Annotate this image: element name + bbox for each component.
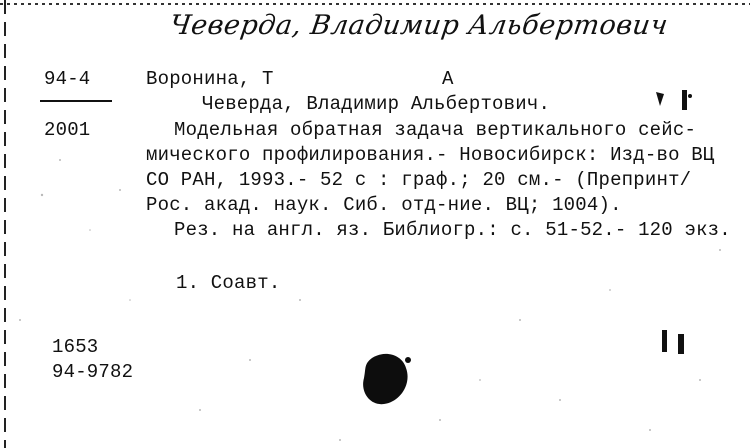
- catalog-code-year: 2001: [44, 119, 91, 141]
- title-line-2: мического профилирования.- Новосибирск: Изд-во ВЦ: [146, 144, 715, 166]
- ink-marks-right: [656, 326, 696, 356]
- ink-blot: [358, 350, 418, 410]
- title-line-1: Модельная обратная задача вертикального сейс-: [174, 119, 697, 141]
- code-underline: [40, 100, 112, 102]
- letter-marker: А: [442, 68, 454, 90]
- handwritten-author-name: Чеверда, Владимир Альбертович: [167, 10, 670, 41]
- ink-marks-top: [650, 86, 700, 112]
- notes-line: Рез. на англ. яз. Библиогр.: с. 51-52.- 120 экз.: [174, 219, 731, 241]
- title-line-4: Рос. акад. наук. Сиб. отд-ние. ВЦ; 1004).: [146, 194, 622, 216]
- co-author-line: Воронина, Т: [146, 68, 274, 90]
- title-line-3: СО РАН, 1993.- 52 с : граф.; 20 см.- (Препринт/: [146, 169, 692, 191]
- catalog-code-bottom-2: 94-9782: [52, 361, 134, 383]
- catalog-code-top: 94-4: [44, 68, 91, 90]
- tracing-line: 1. Соавт.: [176, 272, 281, 294]
- main-author: Чеверда, Владимир Альбертович.: [202, 93, 551, 115]
- catalog-code-bottom-1: 1653: [52, 336, 99, 358]
